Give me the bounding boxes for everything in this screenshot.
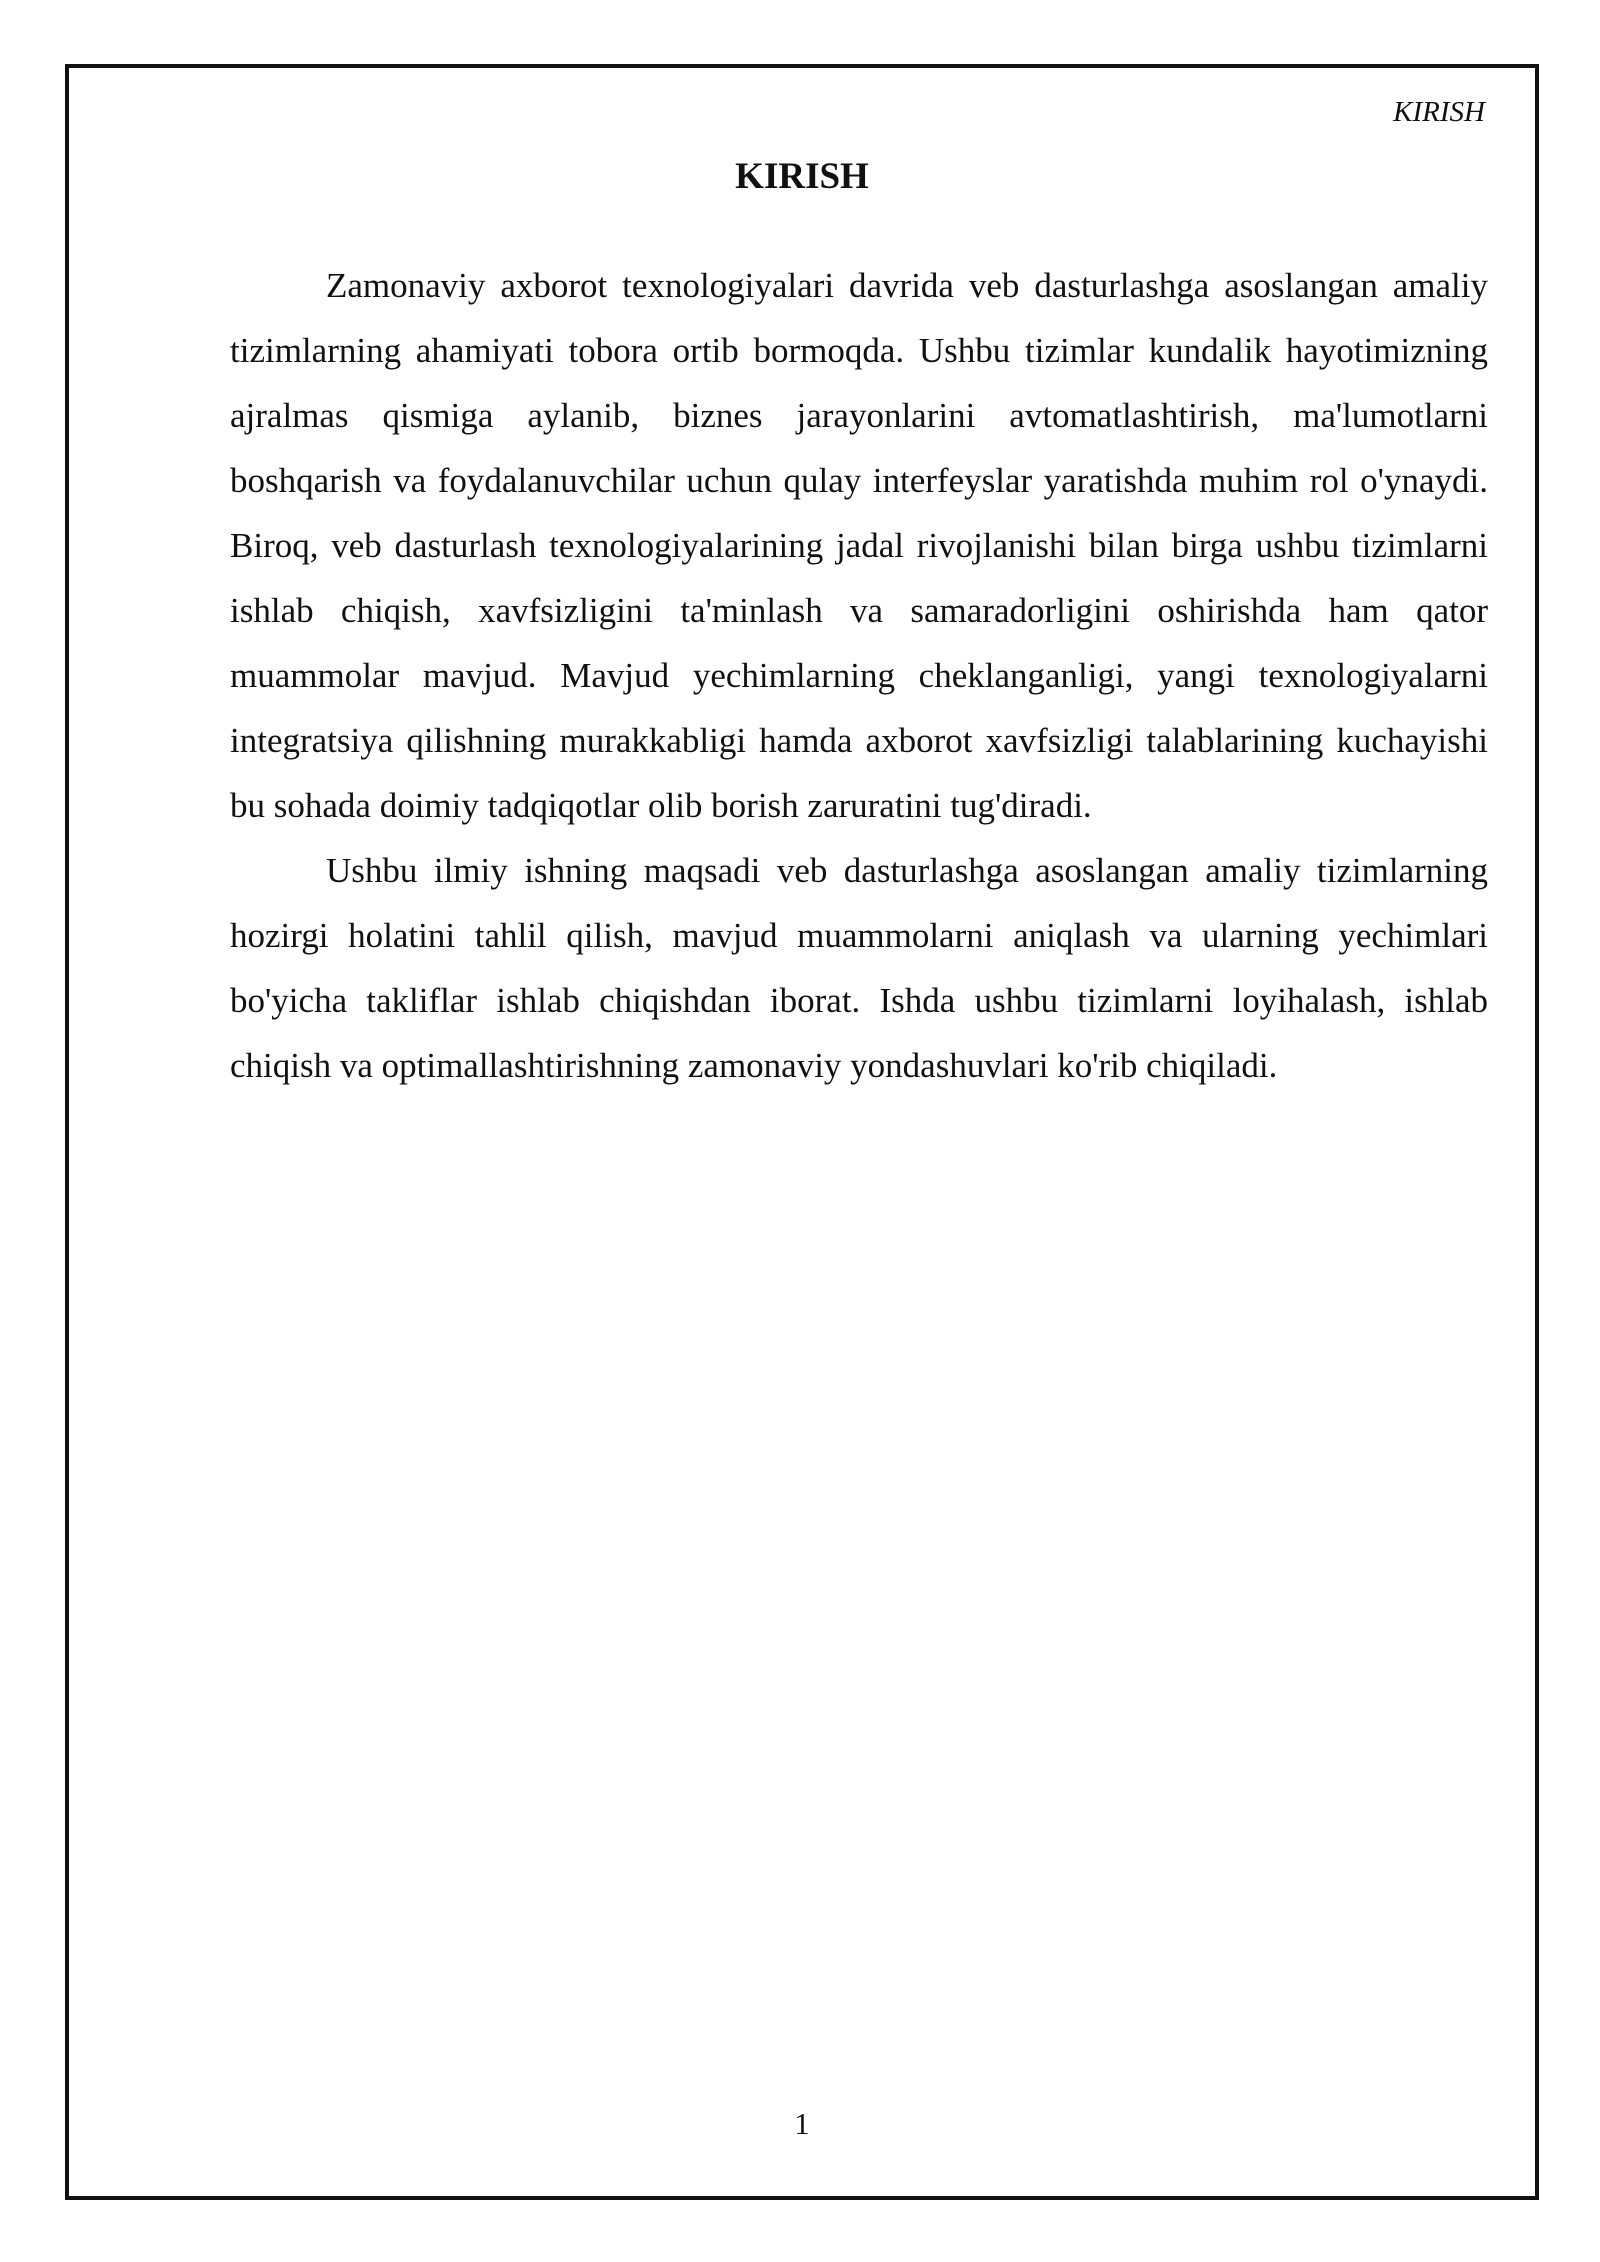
paragraph-2: Ushbu ilmiy ishning maqsadi veb dasturlashga asoslangan amaliy tizimlarning hozirgi holatini tahlil qilish, mavjud muammolarni aniqlash va ularning yechimlari bo'yicha takliflar ishlab chiqishdan iborat. Ishda ushbu tizimlarni loyihalash, ishlab chiqish va optimallashtirishning zamonaviy yondashuvlari ko'rib chiqiladi. xyxy=(230,851,1488,1085)
running-header: KIRISH xyxy=(1393,96,1485,128)
section-heading: KIRISH xyxy=(735,156,869,197)
page-border-frame xyxy=(65,64,1539,2200)
paragraph-1: Zamonaviy axborot texnologiyalari davrida veb dasturlashga asoslangan amaliy tizimlarning ahamiyati tobora ortib bormoqda. Ushbu tizimlar kundalik hayotimizning ajralmas qismiga aylanib, biznes jarayonlarini avtomatlashtirish, ma'lumotlarni boshqarish va foydalanuvchilar uchun qulay interfeyslar yaratishda muhim rol o'ynaydi. Biroq, veb dasturlash texnologiyalarining jadal rivojlanishi bilan birga ushbu tizimlarni ishlab chiqish, xavfsizligini ta'minlash va samaradorligini oshirishda ham qator muammolar mavjud. Mavjud yechimlarning cheklanganligi, yangi texnologiyalarni integratsiya qilishning murakkabligi hamda axborot xavfsizligi talablarining kuchayishi bu sohada doimiy tadqiqotlar olib borish zaruratini tug'diradi. xyxy=(230,266,1488,825)
page-number: 1 xyxy=(794,2106,810,2141)
body-text xyxy=(230,253,1488,1098)
